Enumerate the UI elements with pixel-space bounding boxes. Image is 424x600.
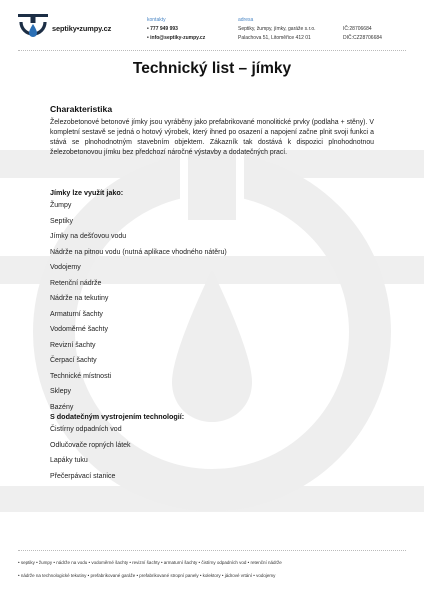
street-address: Palachova 51, Litoměřice 412 01 (238, 35, 311, 41)
contacts-label: kontakty (147, 17, 166, 23)
list-item: Nádrže na tekutiny (50, 295, 109, 302)
ic-number: IČ:28706684 (343, 26, 372, 32)
list-item: Vodoměrné šachty (50, 326, 108, 333)
uses-list (50, 198, 227, 415)
phone-number[interactable]: • 777 949 993 (147, 26, 178, 32)
list-item: Bazény (50, 403, 74, 411)
characteristics-heading: Charakteristika (50, 104, 113, 114)
list-item: Revizní šachty (50, 341, 96, 349)
page-title: Technický list – jímky (132, 60, 292, 77)
list-item: Technické místnosti (50, 372, 112, 380)
company-name: Septiky, žumpy, jímky, garáže s.r.o. (238, 26, 316, 32)
list-item: Jímky na dešťovou vodu (50, 233, 127, 240)
dic-number: DIČ:CZ28706684 (343, 35, 382, 41)
brand-name: septiky•zumpy.cz (52, 24, 112, 33)
list-item: Čistírny odpadních vod (50, 426, 122, 433)
list-item: Vodojemy (50, 264, 81, 271)
list-item: Čerpací šachty (50, 357, 97, 364)
drop-logo-icon (18, 14, 48, 44)
list-item: Lapáky tuku (50, 457, 88, 464)
footer-services-line-2: • nádrže na technologické tekutiny • prefabrikované garáže • prefabrikované stropní panely • kolektory • jádrové vrtání • vodojemy (18, 573, 276, 578)
technology-list (50, 422, 131, 484)
uses-heading: Jímky lze využít jako: (50, 188, 124, 197)
list-item: Retenční nádrže (50, 279, 102, 287)
footer-divider (18, 550, 406, 551)
list-item: Sklepy (50, 388, 72, 395)
company-ids (343, 25, 382, 43)
address-label: adresa (238, 17, 254, 23)
contacts-block (147, 16, 205, 43)
address-block (238, 16, 316, 43)
list-item: Nádrže na pitnou vodu (nutná aplikace vhodného nátěru) (50, 248, 227, 256)
list-item: Armaturní šachty (50, 310, 103, 318)
characteristics-text: Železobetonové betonové jímky jsou vyráběny jako prefabrikované monolitické prvky (podlaha + stěny). V kompletní sestavě se jedná o hotový výrobek, který ihned po osazení a napojení začne plnit svoji funkci a stává se plnohodnotným stavebním objektem. Zákazník tak dostává k dispozici plnohodnotnou železobetonovou jímku bez předchozí náročné výstavby a dodatečných prací. (50, 119, 374, 156)
email-link[interactable]: • info@septiky-zumpy.cz (147, 35, 206, 41)
list-item: Přečerpávací stanice (50, 472, 116, 480)
technology-heading: S dodatečným vystrojením technologií: (50, 412, 185, 421)
footer-services-line-1: • septiky • žumpy • nádrže na vodu • vodoměrné šachty • revizní šachty • armaturní šachty • čistírny odpadních vod • retenční nádrže (18, 560, 282, 565)
list-item: Septiky (50, 217, 73, 225)
header-divider (18, 50, 406, 51)
list-item: Žumpy (50, 202, 72, 209)
list-item: Odlučovače ropných látek (50, 441, 131, 449)
page-header (0, 0, 424, 50)
